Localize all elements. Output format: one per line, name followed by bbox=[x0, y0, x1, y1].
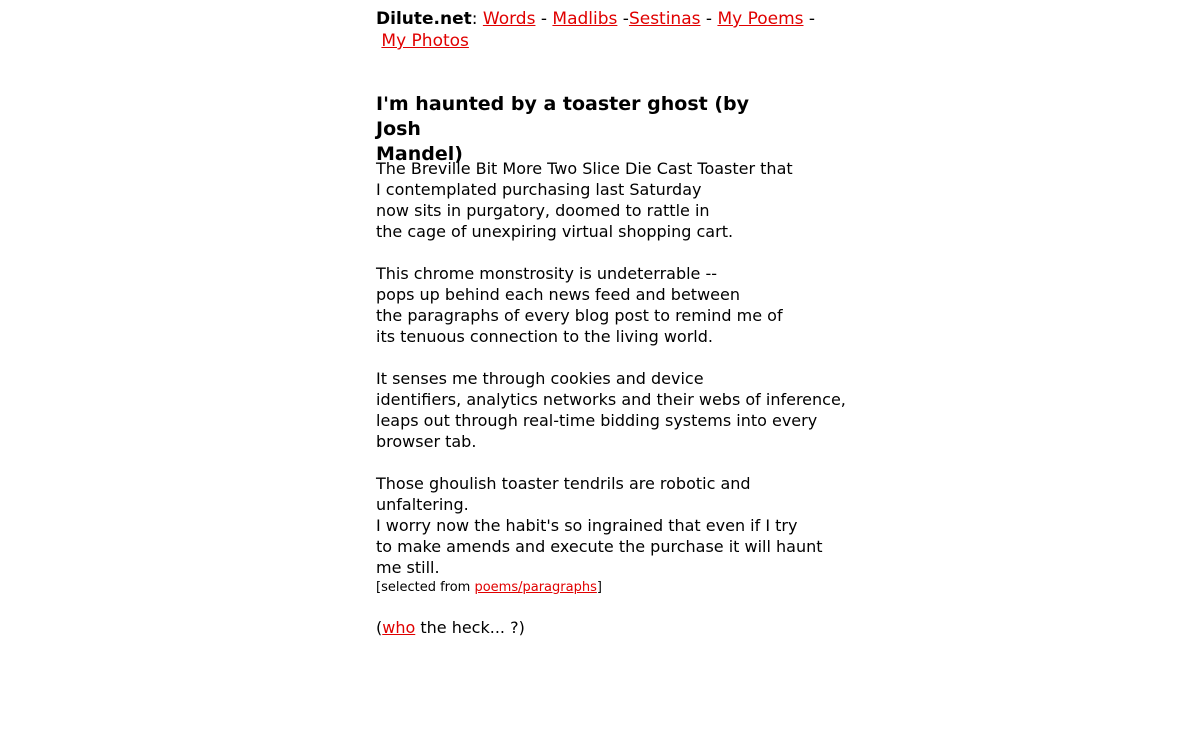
nav-separator: - bbox=[617, 9, 629, 29]
nav-separator: - bbox=[700, 9, 718, 29]
poem-line: me still. bbox=[376, 558, 440, 577]
site-nav bbox=[376, 8, 826, 52]
poem-stanza bbox=[376, 158, 826, 242]
site-name: Dilute.net bbox=[376, 9, 472, 29]
nav-link-madlibs[interactable]: Madlibs bbox=[552, 9, 618, 29]
who-suffix: the heck... ?) bbox=[415, 618, 525, 637]
nav-separator: - bbox=[803, 9, 816, 29]
poem-stanza bbox=[376, 473, 826, 578]
nav-link-my-poems[interactable]: My Poems bbox=[717, 9, 804, 29]
poem-line: pops up behind each news feed and between bbox=[376, 285, 740, 304]
poem-line: the paragraphs of every blog post to remind me of bbox=[376, 306, 783, 325]
poem-line: browser tab. bbox=[376, 432, 477, 451]
poem-line: its tenuous connection to the living world. bbox=[376, 327, 713, 346]
nav-link-sestinas[interactable]: Sestinas bbox=[628, 9, 701, 29]
poem-body bbox=[376, 158, 846, 578]
who-footer bbox=[376, 617, 525, 639]
nav-separator: - bbox=[535, 9, 553, 29]
poem-line: identifiers, analytics networks and their webs of inference, bbox=[376, 390, 846, 409]
poem-line: I contemplated purchasing last Saturday bbox=[376, 180, 702, 199]
poem-line: unfaltering. bbox=[376, 495, 469, 514]
poem-line: The Breville Bit More Two Slice Die Cast Toaster that bbox=[376, 159, 793, 178]
poem-line: Those ghoulish toaster tendrils are robotic and bbox=[376, 474, 751, 493]
nav-link-words[interactable]: Words bbox=[482, 9, 536, 29]
poem-title-line: Mandel) bbox=[376, 143, 463, 165]
nav-colon: : bbox=[471, 9, 478, 29]
source-prefix: [selected from bbox=[376, 580, 475, 595]
poem-stanza bbox=[376, 368, 846, 452]
who-link[interactable]: who bbox=[382, 618, 416, 637]
page-content bbox=[376, 8, 846, 637]
poem-line: to make amends and execute the purchase it will haunt bbox=[376, 537, 823, 556]
nav-link-my-photos[interactable]: My Photos bbox=[381, 31, 469, 51]
poem-line: now sits in purgatory, doomed to rattle in bbox=[376, 201, 710, 220]
source-suffix: ] bbox=[596, 580, 602, 595]
source-note bbox=[376, 579, 602, 597]
poem-line: It senses me through cookies and device bbox=[376, 369, 704, 388]
source-link[interactable]: poems/paragraphs bbox=[474, 580, 597, 595]
poem-line: This chrome monstrosity is undeterrable -- bbox=[376, 264, 718, 283]
poem-title-line: I'm haunted by a toaster ghost (by Josh bbox=[376, 93, 749, 140]
who-open-paren: ( bbox=[376, 618, 383, 637]
poem-title bbox=[376, 92, 796, 167]
poem-stanza bbox=[376, 263, 826, 347]
poem-line: I worry now the habit's so ingrained that even if I try bbox=[376, 516, 798, 535]
poem-line: leaps out through real-time bidding systems into every bbox=[376, 411, 818, 430]
poem-line: the cage of unexpiring virtual shopping cart. bbox=[376, 222, 734, 241]
